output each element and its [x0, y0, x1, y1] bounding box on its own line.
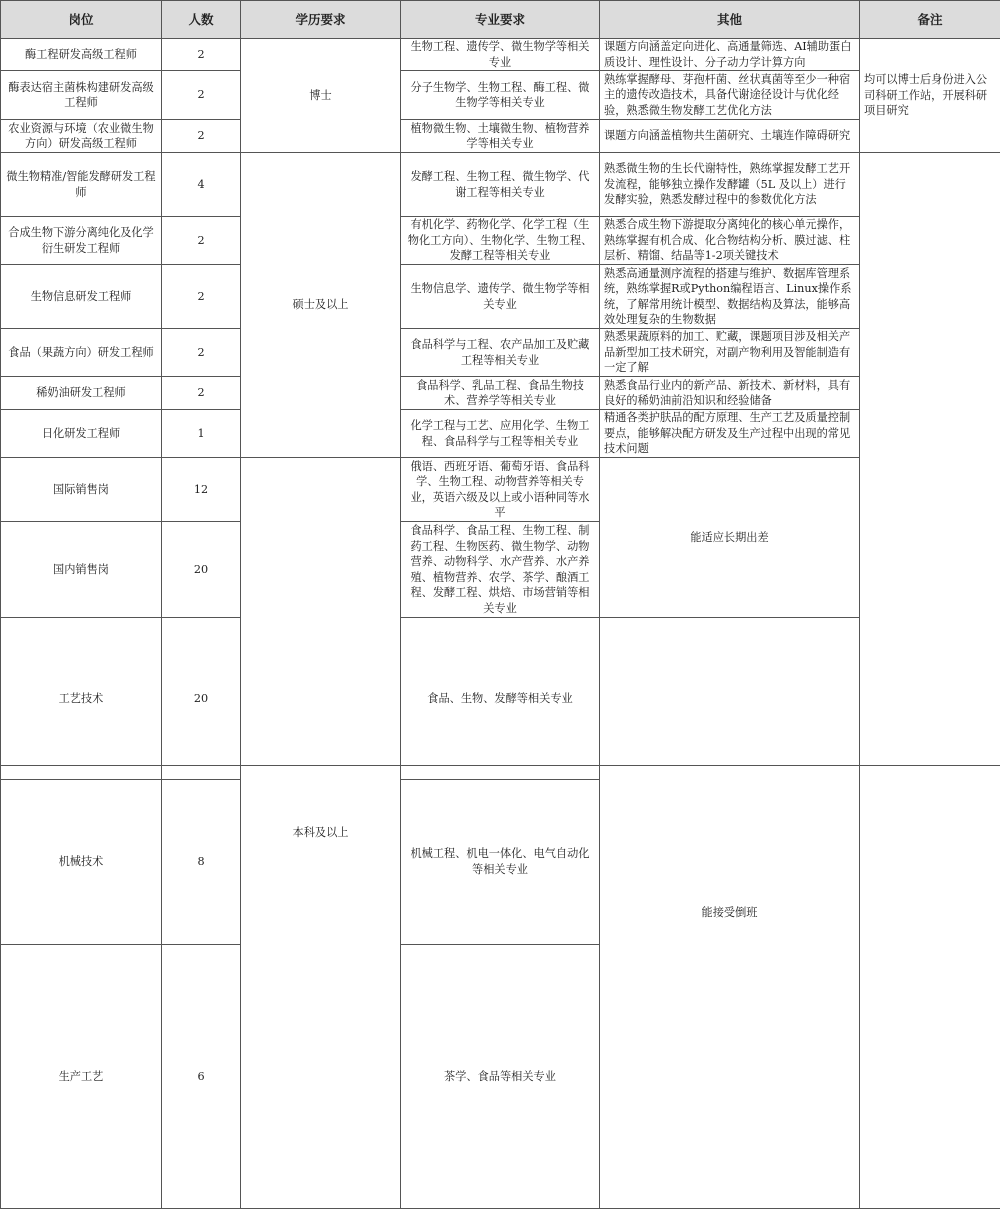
major-cell: 俄语、西班牙语、葡萄牙语、食品科学、生物工程、动物营养等相关专业，英语六级及以上或小语种同等水平 [401, 458, 600, 522]
major-cell: 生物工程、遗传学、微生物学等相关专业 [401, 39, 600, 71]
count-cell: 2 [162, 377, 241, 410]
count-cell: 2 [162, 265, 241, 329]
remark-cell-empty [860, 153, 1000, 1209]
table-row [1, 153, 1000, 217]
count-cell: 2 [162, 217, 241, 265]
remark-cell-postdoc: 均可以博士后身份进入公司科研工作站，开展科研项目研究 [860, 39, 1000, 153]
count-cell: 20 [162, 522, 241, 618]
count-cell: 20 [162, 618, 241, 780]
major-cell: 食品科学、食品工程、生物工程、制药工程、生物医药、微生物学、动物营养、动物科学、水产营养、水产养殖、植物营养、农学、茶学、酿酒工程、发酵工程、烘焙、市场营销等相关专业 [401, 522, 600, 618]
table-row [1, 618, 1000, 780]
major-cell: 有机化学、药物化学、化学工程（生物化工方向）、生物化学、生物工程、发酵工程等相关专业 [401, 217, 600, 265]
position-cell: 机械技术 [1, 779, 162, 944]
count-cell: 8 [162, 779, 241, 944]
education-cell-master: 硕士及以上 [241, 153, 401, 458]
position-cell: 酶表达宿主菌株构建研发高级工程师 [1, 71, 162, 120]
other-cell-shift: 能接受倒班 [600, 618, 860, 1209]
position-cell: 微生物精准/智能发酵研发工程师 [1, 153, 162, 217]
count-cell: 6 [162, 944, 241, 1209]
header-remarks: 备注 [860, 1, 1000, 39]
other-cell: 精通各类护肤品的配方原理、生产工艺及质量控制要点，能够解决配方研发及生产过程中出现的常见技术问题 [600, 410, 860, 458]
count-cell: 1 [162, 410, 241, 458]
major-cell: 化学工程与工艺、应用化学、生物工程、食品科学与工程等相关专业 [401, 410, 600, 458]
position-cell: 工艺技术 [1, 618, 162, 780]
header-major: 专业要求 [401, 1, 600, 39]
position-cell: 合成生物下游分离纯化及化学衍生研发工程师 [1, 217, 162, 265]
table-row [1, 120, 1000, 153]
major-cell: 分子生物学、生物工程、酶工程、微生物学等相关专业 [401, 71, 600, 120]
table-row [1, 458, 1000, 522]
header-other: 其他 [600, 1, 860, 39]
major-cell: 生物信息学、遗传学、微生物学等相关专业 [401, 265, 600, 329]
header-education: 学历要求 [241, 1, 401, 39]
position-cell: 生产工艺 [1, 944, 162, 1209]
major-cell: 食品、生物、发酵等相关专业 [401, 618, 600, 780]
other-cell: 熟悉合成生物下游提取分离纯化的核心单元操作，熟练掌握有机合成、化合物结构分析、膜过滤、柱层析、精馏、结晶等1-2项关键技术 [600, 217, 860, 265]
position-cell: 日化研发工程师 [1, 410, 162, 458]
major-cell: 发酵工程、生物工程、微生物学、代谢工程等相关专业 [401, 153, 600, 217]
count-cell: 12 [162, 458, 241, 522]
table-row [1, 410, 1000, 458]
table-row [1, 377, 1000, 410]
other-cell: 熟悉食品行业内的新产品、新技术、新材料，具有良好的稀奶油前沿知识和经验储备 [600, 377, 860, 410]
other-cell: 熟悉微生物的生长代谢特性，熟练掌握发酵工艺开发流程，能够独立操作发酵罐（5L 及以上）进行发酵实验，熟悉发酵过程中的参数优化方法 [600, 153, 860, 217]
major-cell: 植物微生物、土壤微生物、植物营养学等相关专业 [401, 120, 600, 153]
table-header-row [1, 1, 1000, 39]
page-bottom-rule [0, 765, 1000, 766]
other-cell-sales: 能适应长期出差 [600, 458, 860, 618]
header-count: 人数 [162, 1, 241, 39]
count-cell: 2 [162, 120, 241, 153]
position-cell: 国内销售岗 [1, 522, 162, 618]
education-cell-phd: 博士 [241, 39, 401, 153]
table-row [1, 265, 1000, 329]
education-cell-bachelor: 本科及以上 [241, 458, 401, 1209]
table-row [1, 71, 1000, 120]
position-cell: 农业资源与环境（农业微生物方向）研发高级工程师 [1, 120, 162, 153]
major-cell: 茶学、食品等相关专业 [401, 944, 600, 1209]
position-cell: 酶工程研发高级工程师 [1, 39, 162, 71]
table-row [1, 217, 1000, 265]
other-cell: 课题方向涵盖植物共生菌研究、土壤连作障碍研究 [600, 120, 860, 153]
other-cell: 熟悉果蔬原料的加工、贮藏，课题项目涉及相关产品新型加工技术研究，对副产物利用及智能制造有一定了解 [600, 329, 860, 377]
table-row [1, 39, 1000, 71]
header-position: 岗位 [1, 1, 162, 39]
table-row [1, 329, 1000, 377]
major-cell: 机械工程、机电一体化、电气自动化等相关专业 [401, 779, 600, 944]
count-cell: 2 [162, 329, 241, 377]
major-cell: 食品科学与工程、农产品加工及贮藏工程等相关专业 [401, 329, 600, 377]
other-cell: 熟练掌握酵母、芽孢杆菌、丝状真菌等至少一种宿主的遗传改造技术，具备代谢途径设计与优化经验，熟悉微生物发酵工艺优化方法 [600, 71, 860, 120]
major-cell: 食品科学、乳品工程、食品生物技术、营养学等相关专业 [401, 377, 600, 410]
position-cell: 稀奶油研发工程师 [1, 377, 162, 410]
other-cell: 熟悉高通量测序流程的搭建与维护、数据库管理系统，熟练掌握R或Python编程语言、Linux操作系统，了解常用统计模型、数据结构及算法，能够高效处理复杂的生物数据 [600, 265, 860, 329]
position-cell: 国际销售岗 [1, 458, 162, 522]
position-cell: 食品（果蔬方向）研发工程师 [1, 329, 162, 377]
count-cell: 4 [162, 153, 241, 217]
position-cell: 生物信息研发工程师 [1, 265, 162, 329]
count-cell: 2 [162, 39, 241, 71]
count-cell: 2 [162, 71, 241, 120]
other-cell: 课题方向涵盖定向进化、高通量筛选、AI辅助蛋白质设计、理性设计、分子动力学计算方向 [600, 39, 860, 71]
